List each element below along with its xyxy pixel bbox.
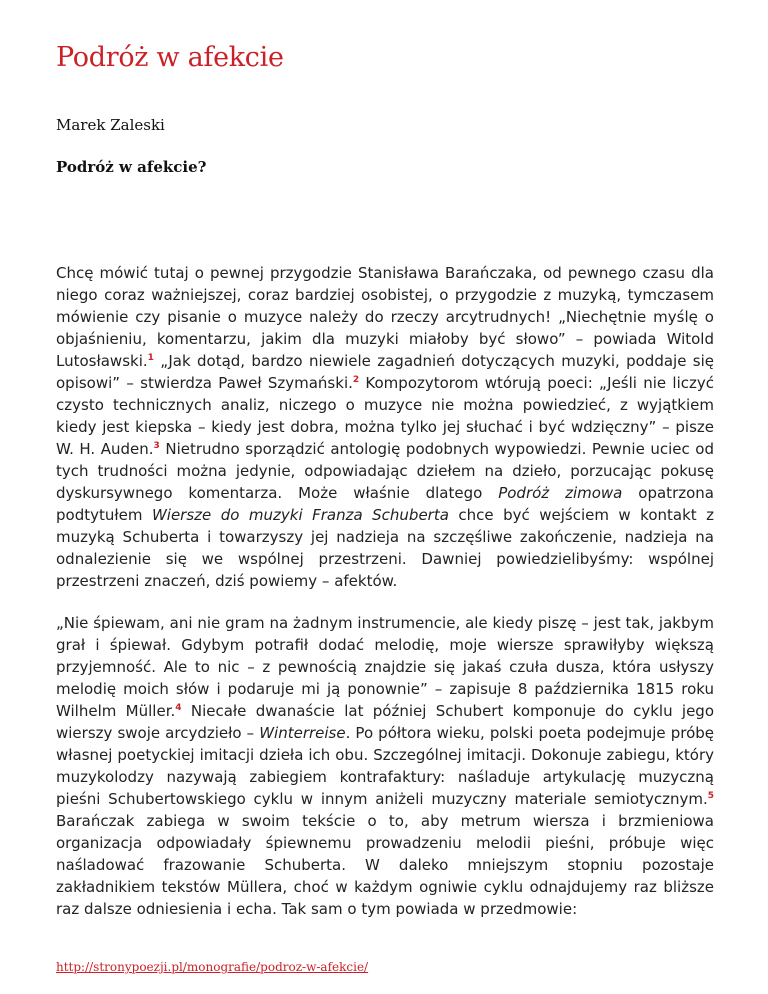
text-span: . Po półtora wieku, polski poeta podejmuje próbę własnej poetyckiej imitacji dzieła ich obu. Szczególnej imitacji. Dokonuje zabiegu, który muzykolodzy nazywają zabiegiem kontrafaktury: naśladuje artykulację muzyczną pieśni Schubertowskiego cyklu w innym aniżeli muzyczny materiale semiotycznym.	[56, 724, 714, 808]
book-title-emphasis: Podróż zimowa	[498, 484, 623, 502]
footnote-ref-2[interactable]: 2	[352, 375, 360, 385]
footnote-ref-3[interactable]: 3	[153, 441, 160, 451]
text-span: Nietrudno sporządzić antologię podobnych wypowiedzi. Pewnie uciec od tych trudności można jedynie, odpowiadając dziełem na dzieło, porzucając pokusę dyskursywnego komentarza. Może właśnie dlatego	[56, 440, 714, 502]
work-title-emphasis: Winterreise	[259, 724, 346, 742]
text-span: „Nie śpiewam, ani nie gram na żadnym instrumencie, ale kiedy piszę – jest tak, jakbym grał i śpiewał. Gdybym potrafił dodać melodię, moje wiersze sprawiłyby większą przyjemność. Ale to nic – z pewnością znajdzie się jakaś czuła dusza, która usłyszy melodię moich słów i podaruje mi ją ponownie” – zapisuje 8 października 1815 roku Wilhelm Müller.	[56, 614, 714, 720]
footnote-ref-1[interactable]: 1	[147, 353, 154, 363]
text-span: Barańczak zabiega w swoim tekście o to, aby metrum wiersza i brzmieniowa organizacja odpowiadały śpiewnemu prowadzeniu melodii pieśni, próbuje więc naśladować frazowanie Schuberta. W daleko mniejszym stopniu pozostaje zakładnikiem tekstów Müllera, choć w każdym ogniwie cyklu odnajdujemy raz bliższe raz dalsze odniesienia i echa. Tak sam o tym powiada w przedmowie:	[56, 812, 714, 918]
footnote-ref-4[interactable]: 4	[175, 703, 182, 713]
page-title: Podróż w afekcie	[56, 42, 284, 73]
body-paragraph-2	[56, 612, 714, 920]
text-span: „Jak dotąd, bardzo niewiele zagadnień dotyczących muzyki, poddaje się opisowi” – stwierdza Paweł Szymański.	[56, 352, 714, 392]
text-span: chce być wejściem w kontakt z muzyką Schuberta i towarzyszy jej nadzieja na szczęśliwe zakończenie, nadzieja na odnalezienie się we wspólnej przestrzeni. Dawniej powiedzielibyśmy: wspólnej przestrzeni znaczeń, dziś powiemy – afektów.	[56, 506, 714, 590]
body-paragraph-1	[56, 262, 714, 592]
subtitle-emphasis: Wiersze do muzyki Franza Schuberta	[151, 506, 449, 524]
text-span: Niecałe dwanaście lat później Schubert komponuje do cyklu jego wierszy swoje arcydzieło –	[56, 702, 714, 742]
author-name: Marek Zaleski	[56, 116, 165, 134]
text-span: Kompozytorom wtórują poeci: „Jeśli nie liczyć czysto technicznych analiz, niczego o muzyce nie można powiedzieć, z wyjątkiem kiedy jest kiepska – kiedy jest dobra, można tylko jej słuchać i być wdzięczny” – pisze W. H. Auden.	[56, 374, 714, 458]
text-span: opatrzona podtytułem	[56, 484, 714, 524]
text-span: Chcę mówić tutaj o pewnej przygodzie Stanisława Barańczaka, od pewnego czasu dla niego coraz ważniejszej, coraz bardziej osobistej, o przygodzie z muzyką, tymczasem mówienie czy pisanie o muzyce należy do rzeczy arcytrudnych! „Niechętnie myślę o objaśnieniu, komentarzu, jakim dla muzyki miałoby być słowo” – powiada Witold Lutosławski.	[56, 264, 714, 370]
source-url-link[interactable]: http://stronypoezji.pl/monografie/podroz-w-afekcie/	[56, 960, 369, 974]
article-subtitle: Podróż w afekcie?	[56, 158, 207, 176]
document-page	[56, 0, 714, 920]
footnote-ref-5[interactable]: 5	[707, 791, 714, 801]
